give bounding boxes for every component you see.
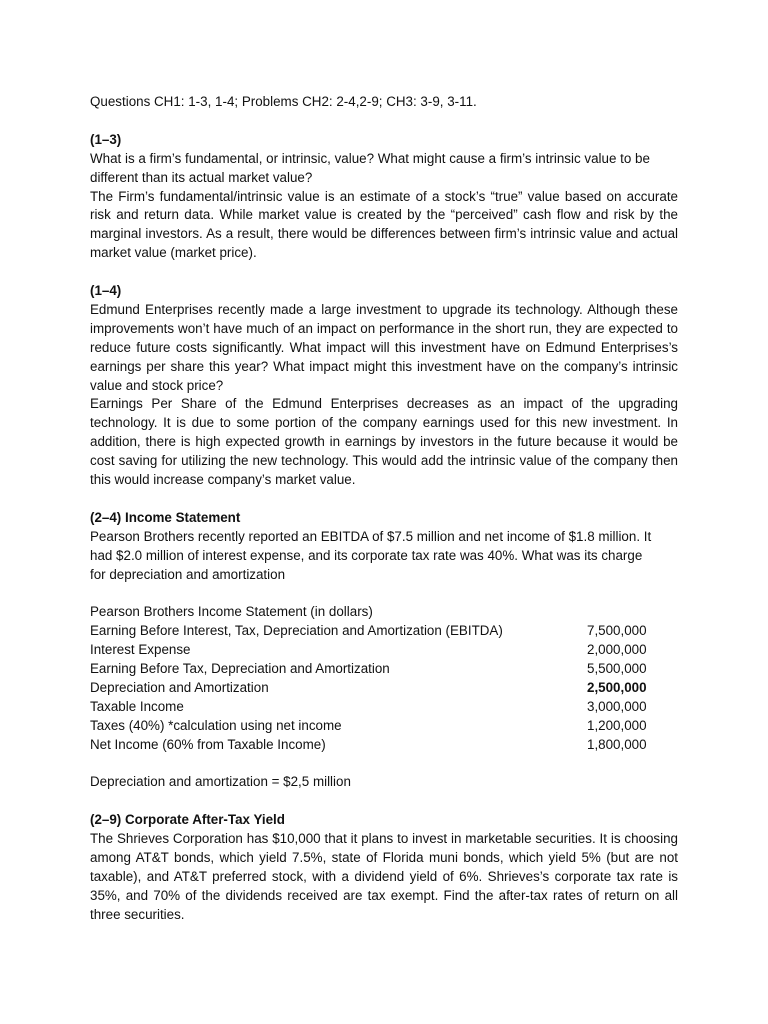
- q24-conclusion: Depreciation and amortization = $2,5 million: [90, 774, 351, 790]
- header-line: Questions CH1: 1-3, 1-4; Problems CH2: 2-4,2-9; CH3: 3-9, 3-11.: [90, 94, 477, 109]
- row-value: 7,500,000: [587, 623, 647, 639]
- q24-question-line-1: Pearson Brothers recently reported an EBITDA of $7.5 million and net income of $1.8 million. It: [90, 528, 652, 544]
- row-label: Depreciation and Amortization: [90, 679, 269, 695]
- document-page: [90, 93, 678, 925]
- row-value: 2,000,000: [587, 642, 647, 658]
- q29-heading: (2–9) Corporate After-Tax Yield: [90, 812, 285, 828]
- table-row: [90, 679, 678, 698]
- table-row: [90, 641, 678, 660]
- table-row: [90, 698, 678, 717]
- table-row: [90, 660, 678, 679]
- q14-heading: (1–4): [90, 283, 122, 299]
- q29-question: The Shrieves Corporation has $10,000 that it plans to invest in marketable securities. It is choosing among AT&T bonds, which yield 7.5%, state of Florida muni bonds, which yield 5% (but are not taxable), and AT&T preferred stock, with a dividend yield of 6%. Shrieves’s corporate tax rate is 35%, and 70% of the dividends received are tax exempt. Find the after-tax rates of return on all three securities.: [90, 831, 678, 922]
- table-row: [90, 622, 678, 641]
- row-label: Earning Before Tax, Depreciation and Amortization: [90, 661, 390, 677]
- q13-heading: (1–3): [90, 131, 122, 147]
- q14-answer: Earnings Per Share of the Edmund Enterprises decreases as an impact of the upgrading technology. It is due to some portion of the company earnings used for this new investment. In addition, there is high expected growth in earnings by investors in the future because it would be cost saving for utilizing the new technology. This would add the intrinsic value of the company then this would increase company’s market value.: [90, 396, 678, 488]
- q24-heading: (2–4) Income Statement: [90, 509, 241, 525]
- q13-question-line-2: different than its actual market value?: [90, 169, 313, 185]
- q24-question-line-2: had $2.0 million of interest expense, and its corporate tax rate was 40%. What was its charge: [90, 547, 643, 563]
- q24-question-line-3: for depreciation and amortization: [90, 566, 286, 582]
- table-row: [90, 736, 678, 755]
- row-value-highlighted: 2,500,000: [587, 679, 647, 695]
- row-label: Interest Expense: [90, 642, 191, 658]
- income-statement-table: [90, 622, 678, 754]
- income-statement-title: Pearson Brothers Income Statement (in dollars): [90, 604, 373, 620]
- q13-question-line-1: What is a firm’s fundamental, or intrinsic, value? What might cause a firm’s intrinsic value to be: [90, 150, 650, 166]
- row-label: Taxable Income: [90, 698, 184, 714]
- q14-question: Edmund Enterprises recently made a large investment to upgrade its technology. Although these improvements won’t have much of an impact on performance in the short run, they are expected to reduce future costs significantly. What impact will this investment have on Edmund Enterprises’s earnings per share this year? What impact might this investment have on the company’s intrinsic value and stock price?: [90, 301, 678, 393]
- row-value: 1,200,000: [587, 717, 647, 733]
- row-label: Earning Before Interest, Tax, Depreciation and Amortization (EBITDA): [90, 623, 503, 639]
- row-label: Taxes (40%) *calculation using net income: [90, 717, 342, 733]
- row-value: 1,800,000: [587, 736, 647, 752]
- row-value: 5,500,000: [587, 661, 647, 677]
- row-label: Net Income (60% from Taxable Income): [90, 736, 326, 752]
- row-value: 3,000,000: [587, 698, 647, 714]
- q13-answer: The Firm’s fundamental/intrinsic value is an estimate of a stock’s “true” value based on accurate risk and return data. While market value is created by the “perceived” cash flow and risk by the marginal investors. As a result, there would be differences between firm’s intrinsic value and actual market value (market price).: [90, 188, 678, 261]
- table-row: [90, 717, 678, 736]
